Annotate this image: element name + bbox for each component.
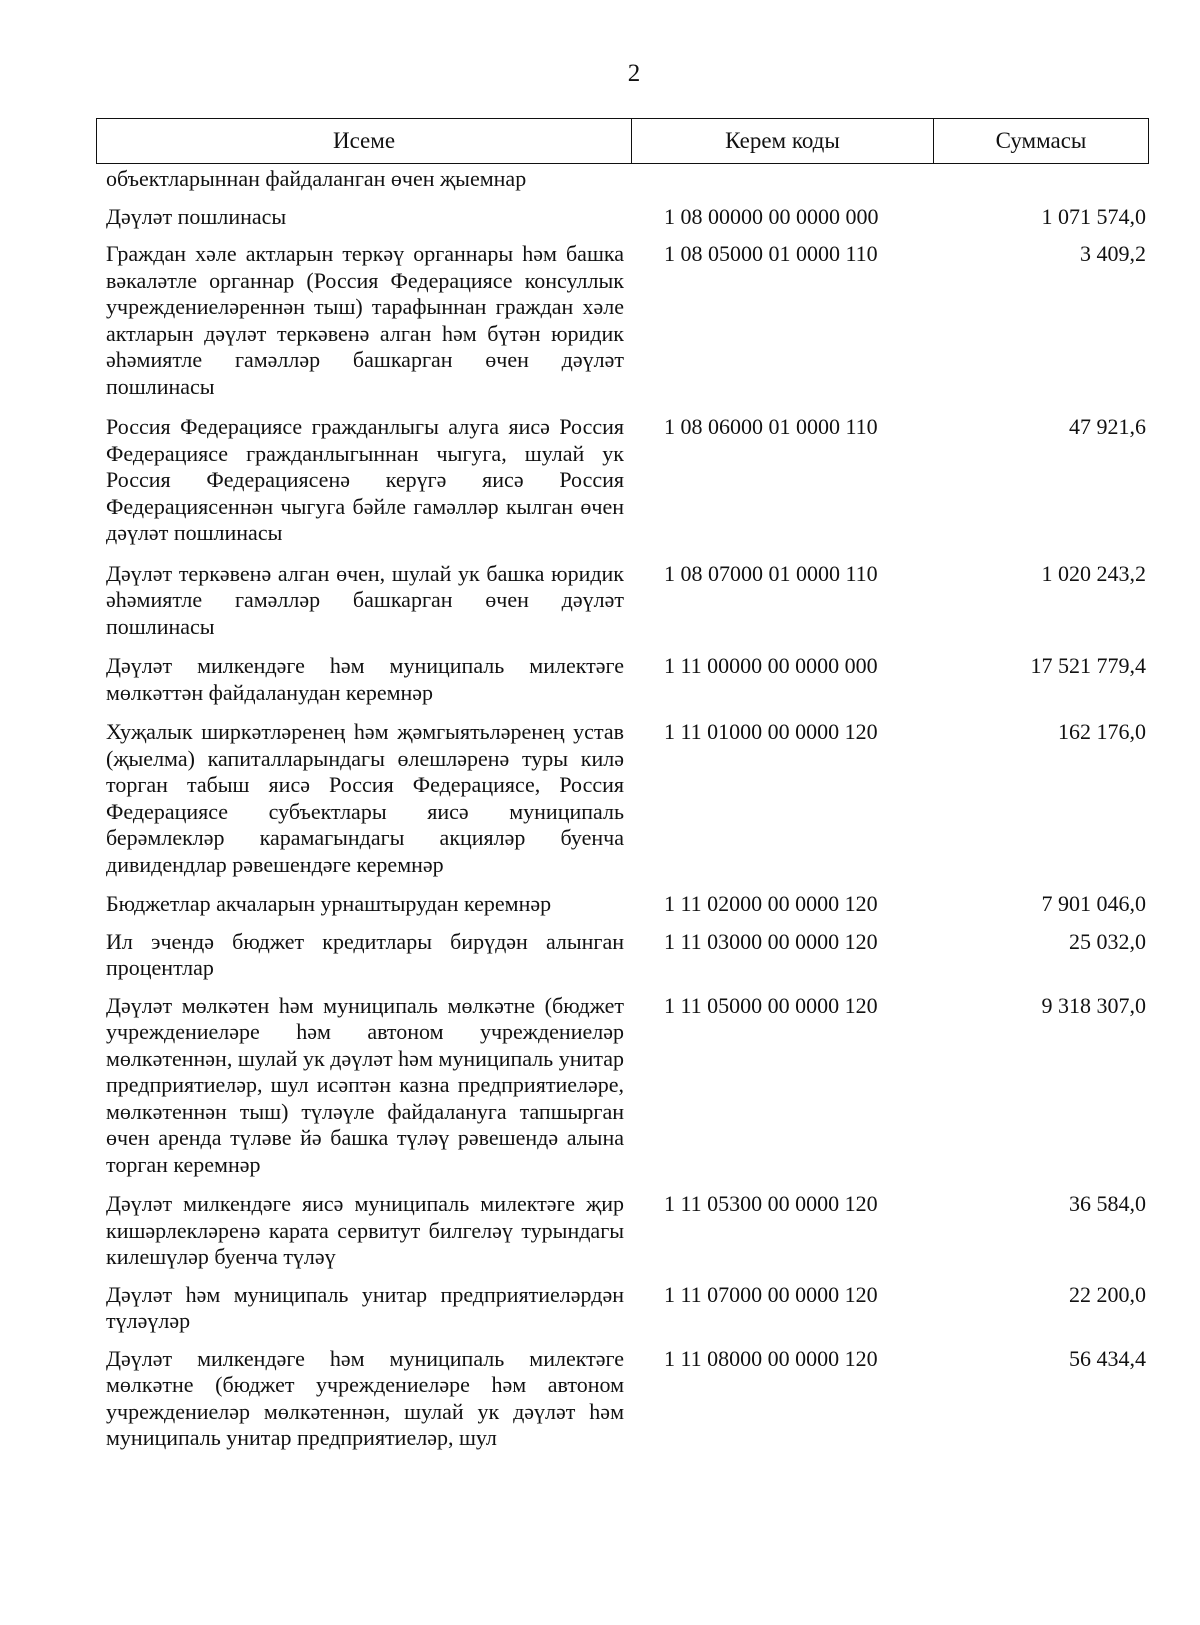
table-row [106,561,1146,641]
row-name: Хуҗалык ширкәтләренең һәм җәмгыятьләренең устав (җыелма) капиталларындагы өлешләренә туры килә торган табыш яисә Россия Федерациясе, Россия Федерациясе субъектлары яисә муниципаль берәмлекләр карамагындагы акцияләр буенча дивидендлар рәвешендәге керемнәр [106,719,624,877]
row-code: 1 08 05000 01 0000 110 [664,241,878,266]
row-code: 1 11 07000 00 0000 120 [664,1281,878,1307]
row-amount: 162 176,0 [1058,719,1146,744]
row-amount: 22 200,0 [1069,1281,1146,1307]
row-name: Дәүләт теркәвенә алган өчен, шулай ук башка юридик әһәмиятле гамәлләр башкарган өчен дәүләт пошлинасы [106,560,624,639]
table-row [106,719,1146,878]
row-code: 1 08 00000 00 0000 000 [664,203,879,229]
row-amount: 9 318 307,0 [1041,992,1146,1018]
row-amount: 17 521 779,4 [1030,653,1146,678]
table-row [106,929,1146,982]
row-code [624,166,924,193]
table-row [106,891,1146,918]
page-number: 2 [627,60,641,87]
table-row [106,166,1146,193]
row-amount [924,166,1146,193]
row-amount: 56 434,4 [1069,1345,1146,1371]
row-code: 1 08 07000 01 0000 110 [664,560,878,586]
row-code: 1 11 00000 00 0000 000 [664,653,878,678]
row-code: 1 11 05000 00 0000 120 [664,992,878,1018]
table-row [106,204,1146,231]
row-code: 1 08 06000 01 0000 110 [664,414,878,439]
table-header [96,118,1149,164]
header-code: Керем коды [632,119,934,163]
row-name: объектларыннан файдаланган өчен җыемнар [106,166,527,191]
header-name: Исеме [97,119,632,163]
row-name: Ил эчендә бюджет кредитлары бирүдән алынган процентлар [106,928,624,980]
table-row [106,1191,1146,1271]
header-amount: Суммасы [995,128,1087,153]
row-name: Бюджетлар акчаларын урнаштырудан керемнәр [106,891,552,916]
row-amount: 3 409,2 [1080,241,1146,266]
row-name: Россия Федерациясе гражданлыгы алуга яисә Россия Федерациясе гражданлыгыннан чыгуга, шулай ук Россия Федерациясенә керүгә яисә Россия Федерациясеннән чыгуга бәйле гамәлләр кылган өчен дәүләт пошлинасы [106,414,624,545]
table-body [106,166,1146,1452]
row-name: Дәүләт һәм муниципаль унитар предприятиеләрдән түләүләр [106,1281,624,1333]
table-row [106,1282,1146,1335]
row-amount: 47 921,6 [1069,414,1146,439]
row-name: Дәүләт милкендәге яисә муниципаль милектәге җир кишәрлекләренә карата сервитут билгеләү турындагы килешүләр буенча түләү [106,1191,624,1269]
row-name: Дәүләт милкендәге һәм муниципаль милектәге мөлкәттән файдаланудан керемнәр [106,653,624,705]
row-amount: 36 584,0 [1069,1191,1146,1216]
row-amount: 25 032,0 [1069,928,1146,954]
table-row [106,241,1146,400]
table-row [106,993,1146,1179]
table-row [106,653,1146,706]
row-code: 1 11 01000 00 0000 120 [664,719,878,744]
table-row [106,414,1146,547]
row-amount: 1 071 574,0 [1041,203,1146,229]
row-amount: 1 020 243,2 [1041,560,1146,586]
row-code: 1 11 03000 00 0000 120 [664,928,878,954]
row-name: Граждан хәле актларын теркәү органнары һәм башка вәкаләтле органнар (Россия Федерациясе консуллык учреждениеләреннән тыш) тарафыннан граждан хәле актларын дәүләт теркәвенә алган һәм бүтән юридик әһәмиятле гамәлләр башкарган өчен дәүләт пошлинасы [106,241,624,399]
row-code: 1 11 08000 00 0000 120 [664,1345,878,1371]
table-row [106,1346,1146,1452]
row-name: Дәүләт милкендәге һәм муниципаль милектәге мөлкәтне (бюджет учреждениеләре һәм автоном учреждениеләр мөлкәтеннән, шулай ук дәүләт һәм муниципаль унитар предприятиеләр, шул [106,1345,624,1450]
row-code: 1 11 02000 00 0000 120 [664,891,878,916]
row-name: Дәүләт пошлинасы [106,203,287,229]
row-amount: 7 901 046,0 [1041,891,1146,916]
row-code: 1 11 05300 00 0000 120 [664,1191,878,1216]
row-name: Дәүләт мөлкәтен һәм муниципаль мөлкәтне (бюджет учреждениеләре һәм автоном учреждениеләр мөлкәтеннән, шулай ук дәүләт һәм муниципаль унитар предприятиеләр, шул исәптән казна предприятиеләре, мөлкәтеннән тыш) түләүле файдалануга тапшырган өчен аренда түләве йә башка түләү рәвешендә алына торган керемнәр [106,992,624,1177]
